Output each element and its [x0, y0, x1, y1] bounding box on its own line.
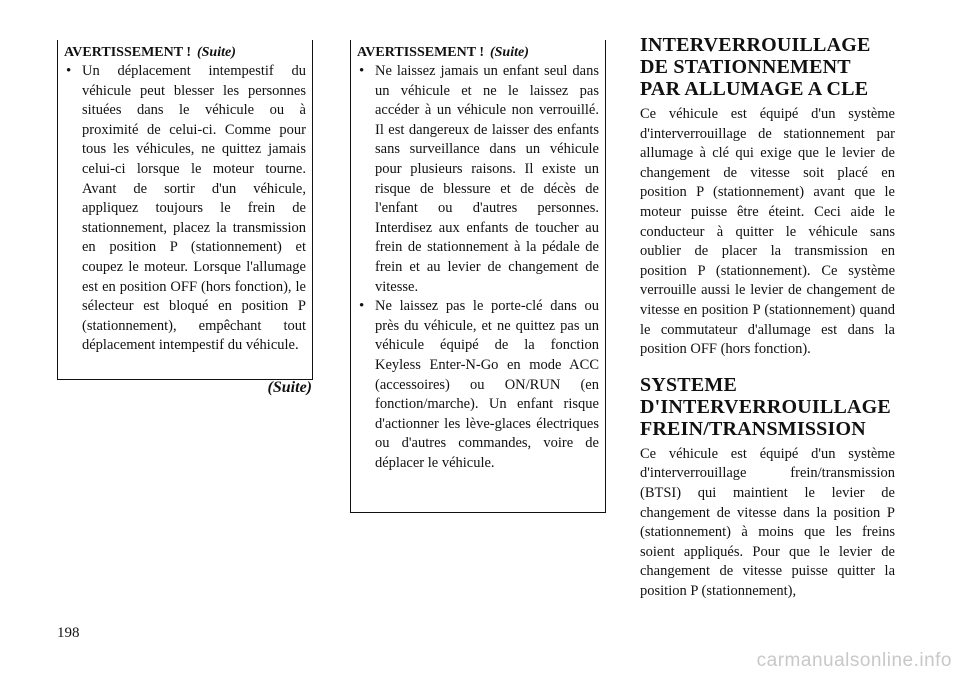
- warning-bullet: • Ne laissez pas le porte-clé dans ou près du véhicule, et ne quittez pas un véhicule équipé de la fonction Keyless Enter-N-Go en mode ACC (accessoires) ou ON/RUN (en fonction/marche). Un enfant risque d'actionner les lève-glaces électriques ou d'autres commandes, voire de déplacer le véhicule.: [357, 297, 599, 473]
- warning-title-text: AVERTISSEMENT !: [357, 45, 484, 60]
- warning-bullet-list: [357, 62, 599, 473]
- section-body-key-park-interlock: Ce véhicule est équipé d'un système d'interverrouillage de stationnement par allumage à clé qui exige que le levier de changement de vitesse soit placé en position P (stationnement) avant que le moteur puisse être éteint. Ceci aide le conducteur à quitter le véhicule sans oublier de placer la transmission en position P (stationnement). Ce système verrouille aussi le levier de changement de vitesse en position P (stationnement) quand le commutateur d'allumage est dans la position OFF (hors fonction).: [640, 106, 895, 358]
- warning-bullet: • Un déplacement intempestif du véhicule peut blesser les personnes situées dans le véhicule ou à proximité de celui-ci. Comme pour tous les véhicules, ne quittez jamais celui-ci lorsque le moteur tourne. Avant de sortir d'un véhicule, appliquez toujours le frein de stationnement, placez la transmission en position P (stationnement) et coupez le moteur. Lorsque l'allumage est en position OFF (hors fonction), le sélecteur est bloqué en position P (stationnement), empêchant tout déplacement intempestif du véhicule.: [64, 62, 306, 356]
- warning-title: [64, 44, 306, 61]
- section-heading-btsi: SYSTEME D'INTERVERROUILLAGE FREIN/TRANSMISSION: [640, 373, 891, 440]
- section-heading-key-park-interlock: INTERVERROUILLAGE DE STATIONNEMENT PAR ALLUMAGE A CLE: [640, 34, 871, 100]
- warning-box-1: [57, 40, 313, 380]
- warning-suite-label: (Suite): [489, 45, 529, 60]
- right-column: [640, 34, 895, 601]
- warning-title: [357, 44, 599, 61]
- warning-box-2: [350, 40, 606, 513]
- warning-title-text: AVERTISSEMENT !: [64, 45, 191, 60]
- section-body-btsi: Ce véhicule est équipé d'un système d'interverrouillage frein/transmission (BTSI) qui maintient le levier de changement de vitesse dans la position P (stationnement) à moins que les freins soient appliqués. Pour que le levier de changement de vitesse puisse quitter la position P (stationnement),: [640, 445, 895, 599]
- continued-label: (Suite): [267, 379, 312, 396]
- watermark: carmanualsonline.info: [756, 650, 952, 671]
- warning-suite-label: (Suite): [196, 45, 236, 60]
- warning-bullet: • Ne laissez jamais un enfant seul dans un véhicule et ne le laissez pas accéder à un véhicule non verrouillé. Il est dangereux de laisser des enfants sans surveillance dans un véhicule pour plusieurs raisons. Il existe un risque de blessure et de décès de l'enfant ou d'autres personnes. Interdisez aux enfants de toucher au frein de stationnement à la pédale de frein et au levier de changement de vitesse.: [357, 62, 599, 297]
- warning-bullet-list: [64, 62, 306, 356]
- page-number: 198: [57, 625, 80, 641]
